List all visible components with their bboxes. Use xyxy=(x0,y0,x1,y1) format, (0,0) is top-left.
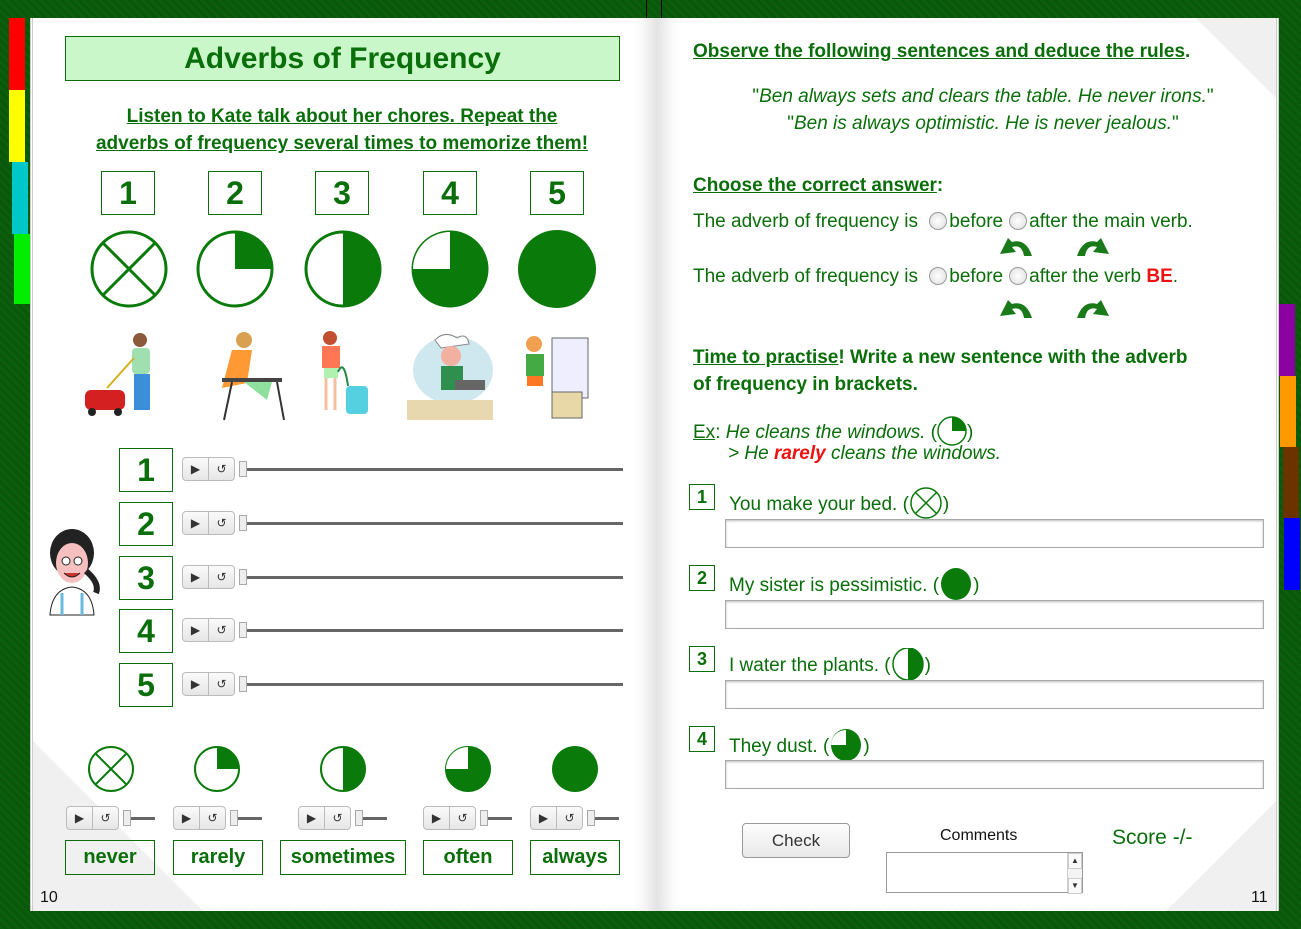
audio-slider-knob[interactable] xyxy=(587,810,595,826)
often-symbol-icon xyxy=(444,745,492,793)
rule-2-after-radio[interactable] xyxy=(1009,267,1027,285)
question-1 xyxy=(729,487,949,519)
rarely-symbol-icon xyxy=(193,745,241,793)
scroll-down-arrow-icon[interactable]: ▼ xyxy=(1068,878,1082,894)
play-icon[interactable]: ▶ xyxy=(431,811,442,825)
page-number-left: 10 xyxy=(40,889,58,906)
rule-1-after-radio[interactable] xyxy=(1009,212,1027,230)
answer-input-2[interactable] xyxy=(725,600,1264,629)
audio-slider-knob[interactable] xyxy=(239,515,247,531)
book-spine xyxy=(646,0,662,18)
audio-player-1 xyxy=(182,457,623,481)
replay-icon[interactable]: ↺ xyxy=(556,807,582,829)
instruction-line-2: adverbs of frequency several times to memorize them! xyxy=(95,133,589,154)
audio-progress-track[interactable] xyxy=(363,817,387,820)
often-symbol-icon xyxy=(829,729,863,761)
audio-slider-knob[interactable] xyxy=(239,622,247,638)
rule-2-period: . xyxy=(1172,266,1179,287)
adverb-often: often xyxy=(423,840,513,875)
number-box-1: 1 xyxy=(101,171,155,215)
play-icon[interactable]: ▶ xyxy=(74,811,85,825)
audio-progress-track[interactable] xyxy=(247,468,623,471)
page-number-right: 11 xyxy=(1251,889,1268,906)
play-icon[interactable]: ▶ xyxy=(181,811,192,825)
rule-2-before-label[interactable]: before xyxy=(949,266,1004,287)
play-icon[interactable]: ▶ xyxy=(190,462,201,476)
sometimes-symbol-icon xyxy=(891,648,925,680)
number-box-2: 2 xyxy=(208,171,262,215)
play-icon[interactable]: ▶ xyxy=(306,811,317,825)
question-4-text: They dust. ( xyxy=(729,736,830,757)
rule-2-after-label[interactable]: after the verb xyxy=(1029,266,1147,287)
replay-icon[interactable]: ↺ xyxy=(199,807,225,829)
replay-icon[interactable]: ↺ xyxy=(208,673,234,695)
ex-sentence: He cleans the windows. xyxy=(725,422,926,443)
audio-progress-track[interactable] xyxy=(247,629,623,632)
always-symbol-icon xyxy=(939,568,973,600)
making-bed-picture xyxy=(512,330,592,422)
tab-blue[interactable] xyxy=(1284,518,1300,590)
number-box-3: 3 xyxy=(315,171,369,215)
observe-heading xyxy=(693,41,1190,63)
example-1-text: Ben always sets and clears the table. He never irons. xyxy=(759,86,1207,107)
curved-arrow-right-icon xyxy=(1073,236,1113,258)
audio-progress-track[interactable] xyxy=(247,522,623,525)
comments-label: Comments xyxy=(940,827,1018,844)
quote: " xyxy=(1206,86,1214,107)
tab-purple[interactable] xyxy=(1279,304,1295,376)
play-icon[interactable]: ▶ xyxy=(190,623,201,637)
practise-heading-underlined: Time to practise xyxy=(693,347,839,368)
cooking-picture xyxy=(405,330,495,422)
never-symbol-icon xyxy=(909,487,943,519)
quote: " xyxy=(752,86,760,107)
question-number-2: 2 xyxy=(689,565,715,591)
rarely-quarter-circle-icon xyxy=(195,229,275,309)
audio-player-never xyxy=(66,806,155,830)
number-box-5: 5 xyxy=(530,171,584,215)
example-2-text: Ben is always optimistic. He is never jealous. xyxy=(793,113,1173,134)
audio-slider-knob[interactable] xyxy=(239,676,247,692)
listening-instruction xyxy=(62,103,622,157)
audio-player-2 xyxy=(182,511,623,535)
example-answer xyxy=(728,443,1001,465)
ironing-picture xyxy=(192,328,287,423)
observe-heading-text: Observe the following sentences and deduce the rules xyxy=(693,41,1186,62)
adverb-rarely: rarely xyxy=(173,840,263,875)
audio-player-3 xyxy=(182,565,623,589)
play-icon[interactable]: ▶ xyxy=(190,516,201,530)
rule-2 xyxy=(693,266,1178,288)
question-number-4: 4 xyxy=(689,726,715,752)
audio-row-number-2: 2 xyxy=(119,502,173,546)
ex-answer-adverb: rarely xyxy=(773,443,826,464)
replay-icon[interactable]: ↺ xyxy=(208,619,234,641)
close-paren: ) xyxy=(924,655,931,676)
ex-answer-pre: > He xyxy=(728,443,774,464)
choose-heading-colon: : xyxy=(936,175,944,196)
rarely-symbol-icon xyxy=(937,416,967,446)
close-paren: ) xyxy=(942,494,950,515)
curved-arrow-left-icon xyxy=(996,236,1036,258)
close-paren: ) xyxy=(973,575,980,596)
ex-label: Ex xyxy=(693,422,716,443)
page-title: Adverbs of Frequency xyxy=(65,36,620,81)
audio-slider-knob[interactable] xyxy=(239,569,247,585)
practise-heading-rest: ! Write a new sentence with the adverb xyxy=(838,347,1188,368)
close-paren: ) xyxy=(863,736,870,757)
question-number-3: 3 xyxy=(689,646,715,672)
sometimes-symbol-icon xyxy=(319,745,367,793)
audio-slider-knob[interactable] xyxy=(239,461,247,477)
number-box-4: 4 xyxy=(423,171,477,215)
question-number-1: 1 xyxy=(689,484,715,510)
rule-1-before-label[interactable]: before xyxy=(949,211,1004,232)
adverb-never: never xyxy=(65,840,155,875)
kate-character-picture xyxy=(46,527,104,619)
tab-orange[interactable] xyxy=(1280,376,1296,447)
audio-progress-track[interactable] xyxy=(247,576,623,579)
audio-row-number-4: 4 xyxy=(119,609,173,653)
verb-be-highlight: BE xyxy=(1146,266,1173,287)
example-sentence-1 xyxy=(693,86,1273,108)
example-sentence-2 xyxy=(693,113,1273,135)
replay-icon[interactable]: ↺ xyxy=(449,807,475,829)
curved-arrow-left-icon xyxy=(996,298,1036,320)
audio-row-number-1: 1 xyxy=(119,448,173,492)
replay-icon[interactable]: ↺ xyxy=(324,807,350,829)
audio-player-always xyxy=(530,806,619,830)
choose-heading-text: Choose the correct answer xyxy=(693,175,937,196)
comments-scrollbar[interactable] xyxy=(1067,853,1082,892)
rule-2-prefix: The adverb of frequency is xyxy=(693,266,918,287)
mowing-lawn-picture xyxy=(82,328,177,423)
audio-player-often xyxy=(423,806,512,830)
rule-1 xyxy=(693,211,1193,233)
never-circle-cross-icon xyxy=(89,229,169,309)
audio-progress-track[interactable] xyxy=(595,817,619,820)
audio-slider-knob[interactable] xyxy=(480,810,488,826)
audio-progress-track[interactable] xyxy=(131,817,155,820)
score-display: Score -/- xyxy=(1112,826,1193,849)
audio-player-rarely xyxy=(173,806,262,830)
tab-brown[interactable] xyxy=(1283,447,1299,518)
ex-colon: : xyxy=(715,422,721,443)
question-4 xyxy=(729,729,870,761)
answer-input-3[interactable] xyxy=(725,680,1264,709)
answer-input-4[interactable] xyxy=(725,760,1264,789)
play-icon[interactable]: ▶ xyxy=(538,811,549,825)
audio-slider-knob[interactable] xyxy=(123,810,131,826)
check-button[interactable]: Check xyxy=(742,823,850,858)
rule-2-before-radio[interactable] xyxy=(929,267,947,285)
tab-yellow[interactable] xyxy=(9,90,25,162)
audio-slider-knob[interactable] xyxy=(355,810,363,826)
adverb-sometimes: sometimes xyxy=(280,840,406,875)
never-symbol-icon xyxy=(87,745,135,793)
practise-heading-line-2: of frequency in brackets. xyxy=(693,374,918,395)
curved-arrow-right-icon xyxy=(1073,298,1113,320)
question-3 xyxy=(729,648,931,680)
tab-cyan[interactable] xyxy=(12,162,28,234)
audio-player-sometimes xyxy=(298,806,387,830)
observe-heading-period: . xyxy=(1185,41,1191,62)
audio-player-4 xyxy=(182,618,623,642)
replay-icon[interactable]: ↺ xyxy=(208,566,234,588)
answer-input-1[interactable] xyxy=(725,519,1264,548)
comments-textarea[interactable] xyxy=(886,852,1083,893)
quote: " xyxy=(787,113,794,134)
audio-row-number-3: 3 xyxy=(119,556,173,600)
audio-player-5 xyxy=(182,672,623,696)
play-icon[interactable]: ▶ xyxy=(190,677,201,691)
tab-green[interactable] xyxy=(14,234,30,304)
replay-icon[interactable]: ↺ xyxy=(208,512,234,534)
rule-1-prefix: The adverb of frequency is xyxy=(693,211,918,232)
audio-progress-track[interactable] xyxy=(247,683,623,686)
always-full-circle-icon xyxy=(517,229,597,309)
rule-1-after-label[interactable]: after the main verb. xyxy=(1029,211,1193,232)
audio-progress-track[interactable] xyxy=(488,817,512,820)
rule-1-before-radio[interactable] xyxy=(929,212,947,230)
often-three-quarter-circle-icon xyxy=(410,229,490,309)
instruction-line-1: Listen to Kate talk about her chores. Repeat the xyxy=(126,106,558,127)
practise-heading xyxy=(693,344,1188,398)
replay-icon[interactable]: ↺ xyxy=(208,458,234,480)
choose-heading xyxy=(693,175,943,197)
audio-slider-knob[interactable] xyxy=(230,810,238,826)
replay-icon[interactable]: ↺ xyxy=(92,807,118,829)
question-2-text: My sister is pessimistic. ( xyxy=(729,575,940,596)
audio-progress-track[interactable] xyxy=(238,817,262,820)
play-icon[interactable]: ▶ xyxy=(190,570,201,584)
audio-row-number-5: 5 xyxy=(119,663,173,707)
question-1-text: You make your bed. ( xyxy=(729,494,909,515)
question-3-text: I water the plants. ( xyxy=(729,655,891,676)
quote: " xyxy=(1172,113,1179,134)
example-question: Ex: He cleans the windows. ( ) xyxy=(693,416,973,446)
scroll-up-arrow-icon[interactable]: ▲ xyxy=(1068,853,1082,869)
adverb-always: always xyxy=(530,840,620,875)
sometimes-half-circle-icon xyxy=(303,229,383,309)
question-2 xyxy=(729,568,979,600)
always-symbol-icon xyxy=(551,745,599,793)
vacuuming-picture xyxy=(308,328,378,423)
tab-red[interactable] xyxy=(9,18,25,90)
ex-answer-post: cleans the windows. xyxy=(825,443,1002,464)
